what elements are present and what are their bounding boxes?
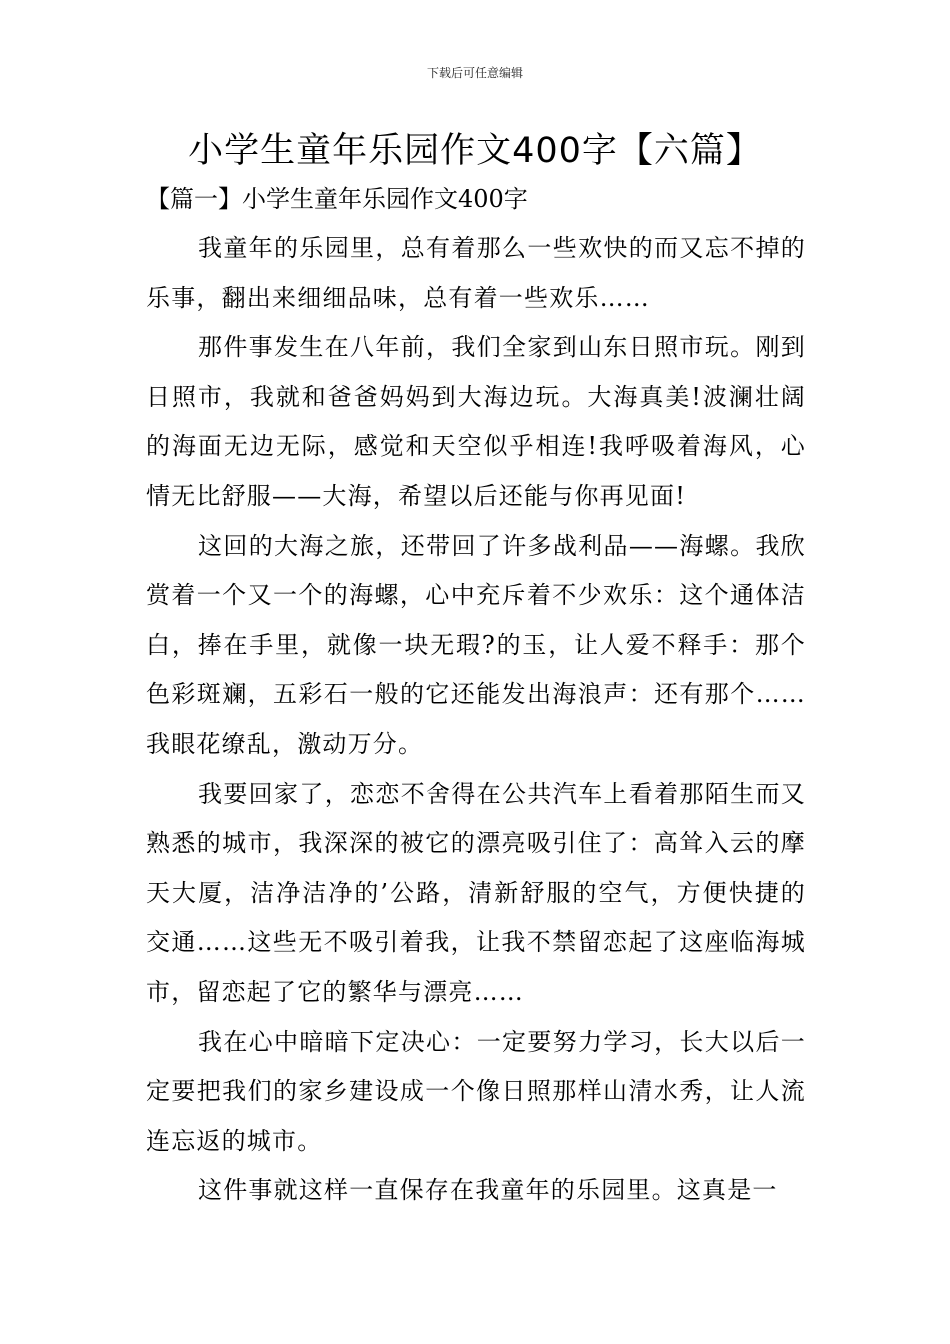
- paragraph: 这回的大海之旅，还带回了许多战利品——海螺。我欣赏着一个又一个的海螺，心中充斥着不少欢乐：这个通体洁白，捧在手里，就像一块无瑕?的玉，让人爱不释手：那个色彩斑斓，五彩石一般的它还能发出海浪声：还有那个……我眼花缭乱，激动万分。: [146, 531, 806, 758]
- paragraph: 我要回家了，恋恋不舍得在公共汽车上看着那陌生而又熟悉的城市，我深深的被它的漂亮吸引住了：高耸入云的摩天大厦，洁净洁净的’公路，清新舒服的空气，方便快捷的交通……这些无不吸引着我，让我不禁留恋起了这座临海城市，留恋起了它的繁华与漂亮……: [146, 779, 806, 1006]
- body-text: [146, 224, 806, 1216]
- paragraph: 我在心中暗暗下定决心：一定要努力学习，长大以后一定要把我们的家乡建设成一个像日照那样山清水秀，让人流连忘返的城市。: [146, 1027, 806, 1155]
- section-heading: 【篇一】小学生童年乐园作文400字: [146, 185, 528, 213]
- header-note: 下载后可任意编辑: [426, 66, 523, 80]
- paragraph: 我童年的乐园里，总有着那么一些欢快的而又忘不掉的乐事，翻出来细细品味，总有着一些欢乐……: [146, 234, 806, 312]
- paragraph: 这件事就这样一直保存在我童年的乐园里。这真是一: [198, 1176, 778, 1205]
- paragraph: 那件事发生在八年前，我们全家到山东日照市玩。刚到日照市，我就和爸爸妈妈到大海边玩。大海真美!波澜壮阔的海面无边无际，感觉和天空似乎相连!我呼吸着海风，心情无比舒服——大海，希望以后还能与你再见面!: [146, 333, 806, 510]
- document-title: 小学生童年乐园作文400字【六篇】: [188, 131, 762, 171]
